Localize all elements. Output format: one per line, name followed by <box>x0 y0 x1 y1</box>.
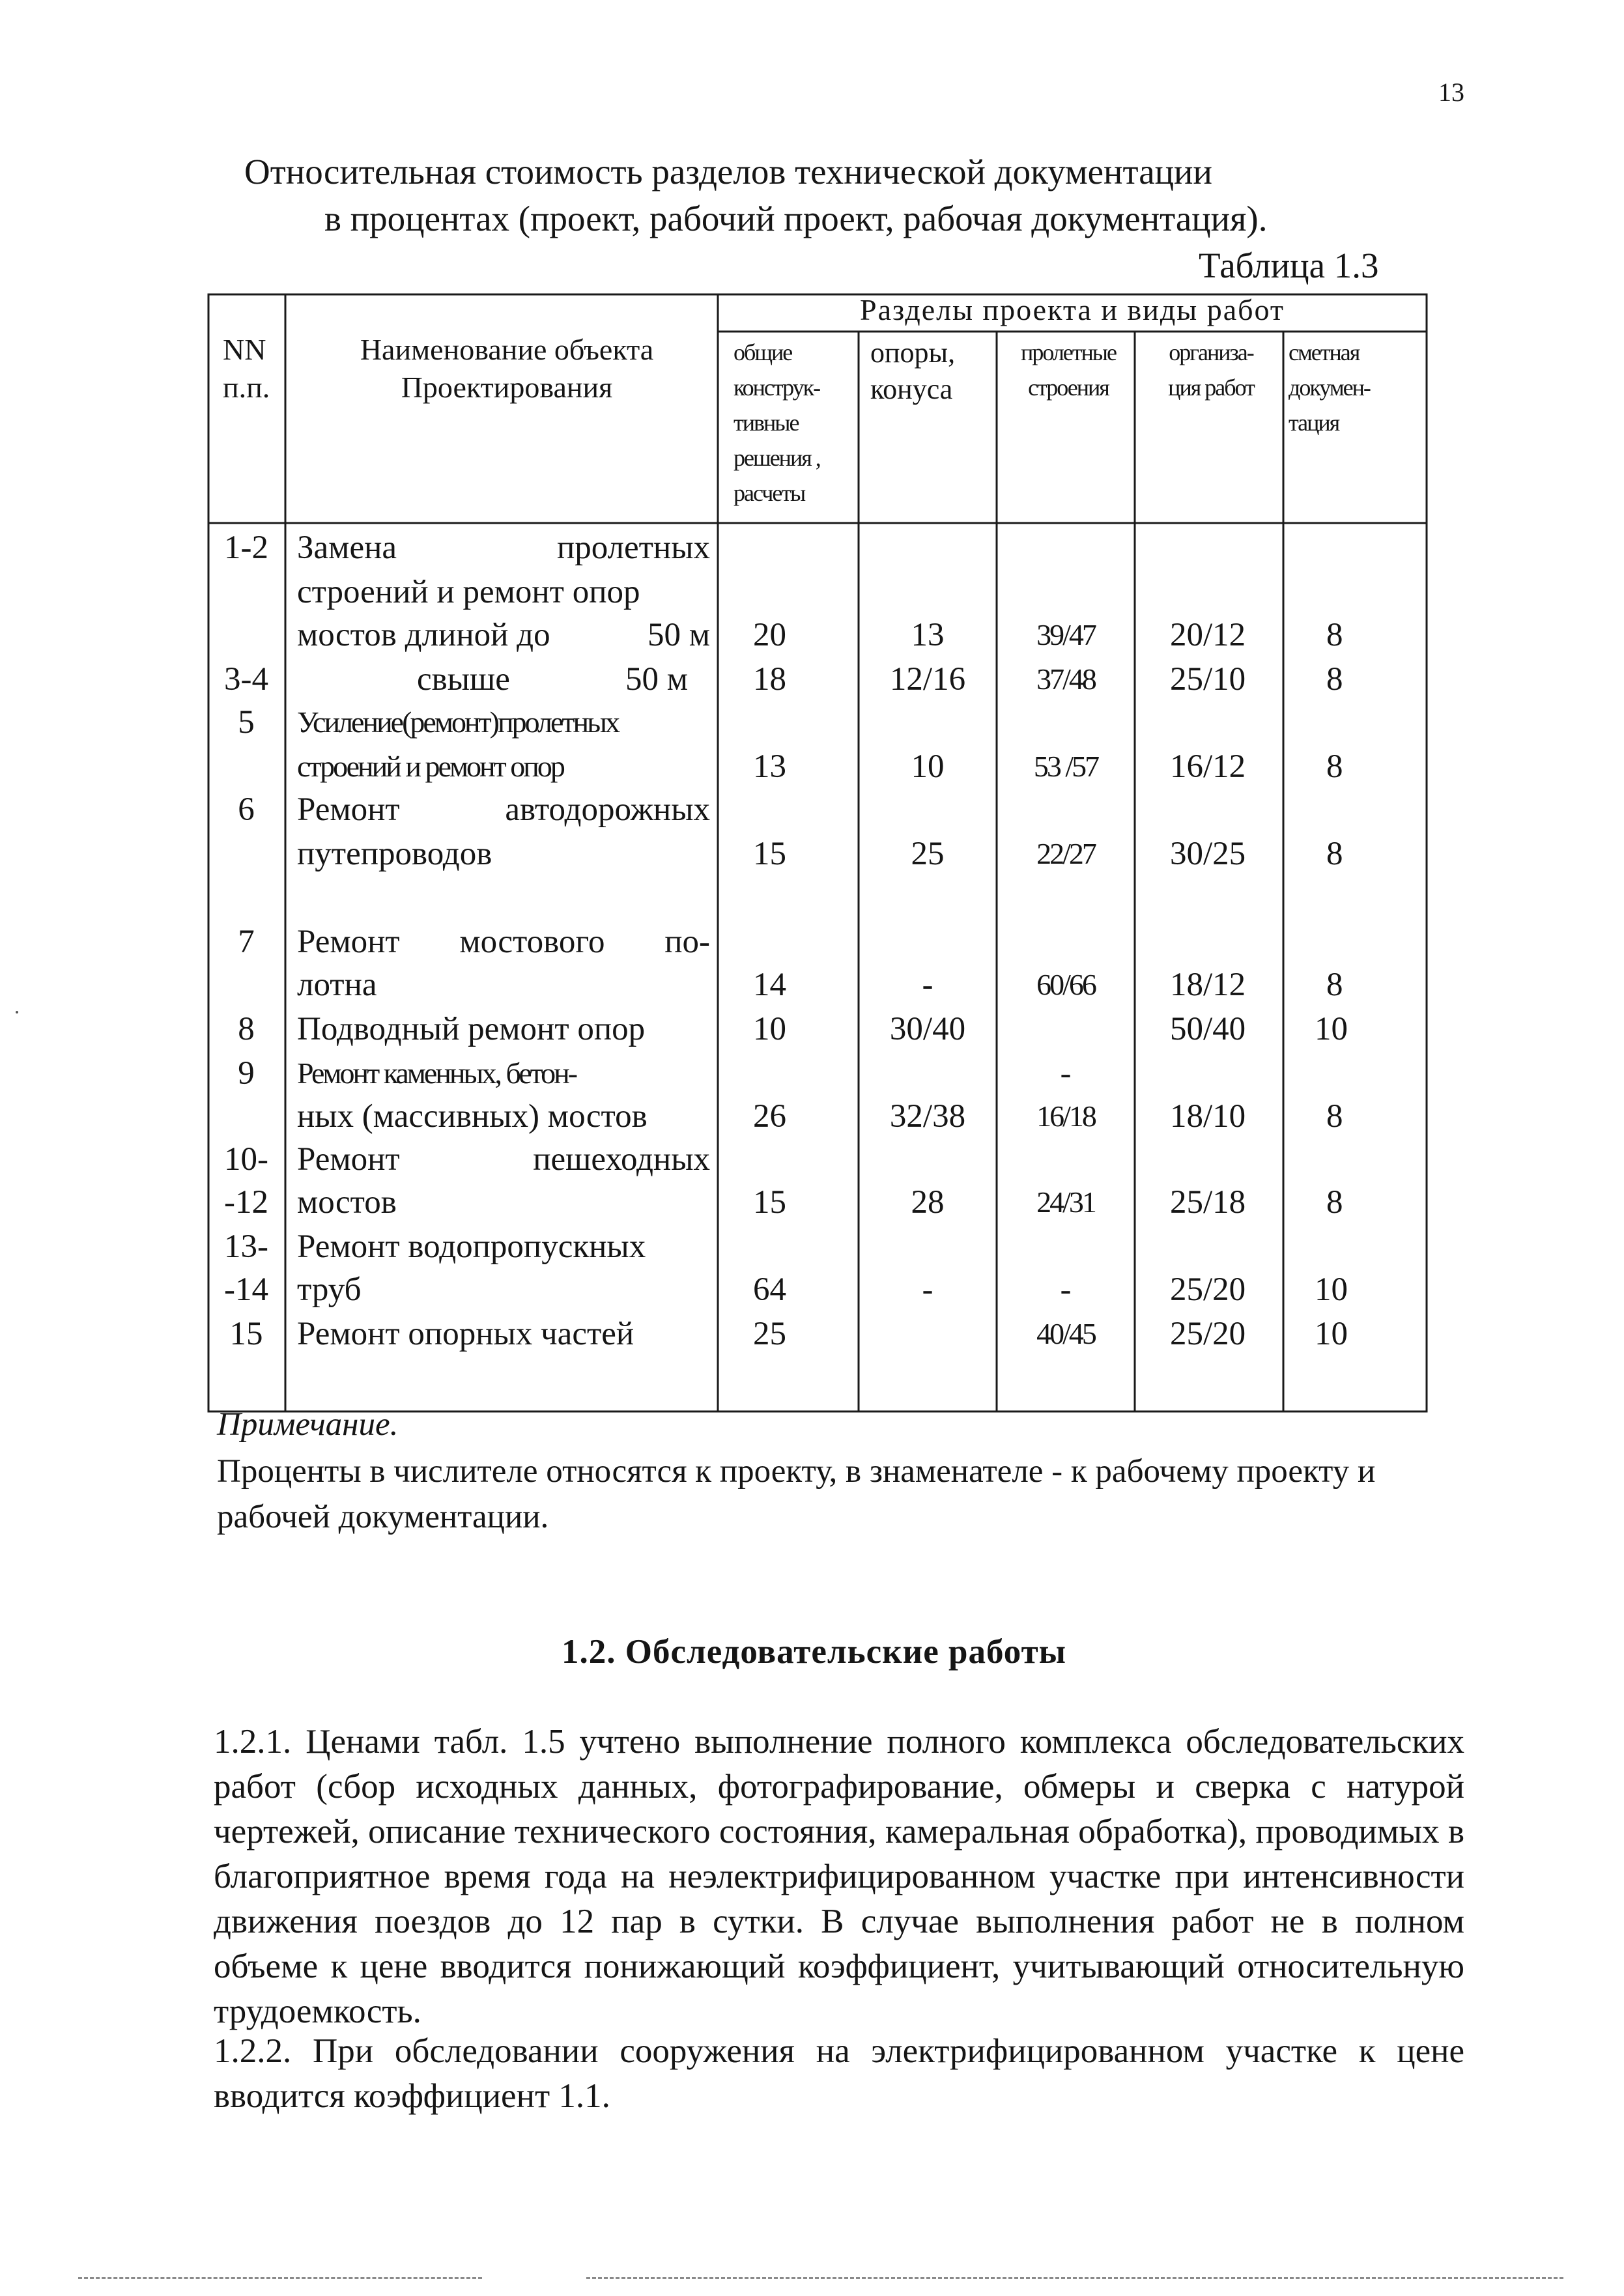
cell-estimate: 8 <box>1326 836 1343 872</box>
cell-supports: 32/38 <box>889 1098 966 1135</box>
paragraph-1-2-1: 1.2.1. Ценами табл. 1.5 учтено выполнение полного комплекса обследовательских работ (сбор исходных данных, фотографирование, обмеры и сверка с натурой чертежей, описание технического состояния, камеральная обработка), проводимых в благоприятное время года на неэлектрифицированном участке при интенсивности движения поездов до 12 пар в сутки. В случае выполнения работ не в полном объеме к цене вводится понижающий коэффициент, учитывающий относительную трудоемкость. <box>214 1723 1464 2030</box>
row-object-name-part: Замена <box>297 530 397 566</box>
note-title: Примечание. <box>217 1406 399 1443</box>
cell-general: 64 <box>753 1271 786 1308</box>
cell-organization: 25/18 <box>1170 1184 1246 1221</box>
cell-spans: 60/66 <box>1036 968 1095 1001</box>
cell-supports: 10 <box>911 748 945 785</box>
cell-general: 25 <box>753 1316 786 1352</box>
row-object-name: 50 м <box>625 661 689 698</box>
cell-spans: - <box>1060 1271 1072 1308</box>
cell-general: 15 <box>753 1184 786 1221</box>
row-object-name-part: Ремонт <box>297 1141 400 1178</box>
header-object-name <box>324 331 689 406</box>
row-object-name: мостов <box>297 1184 397 1221</box>
row-object-name <box>297 1137 710 1182</box>
header-col5-line: тация <box>1289 410 1339 436</box>
header-col3-line: строения <box>1028 375 1109 401</box>
row-object-name-part: автодорожных <box>505 791 710 828</box>
header-col3-line: пролетные <box>1021 339 1116 365</box>
section-heading: 1.2. Обследовательские работы <box>562 1633 1066 1671</box>
cost-table <box>207 292 1429 1415</box>
cell-spans: 22/27 <box>1036 837 1095 870</box>
header-col2-line: конуса <box>870 373 953 405</box>
table-title-line-2: в процентах (проект, рабочий проект, рабочая документация). <box>324 199 1268 238</box>
table-title-line-1: Относительная стоимость разделов технической документации <box>244 152 1212 191</box>
header-col1-line: общие <box>734 339 792 365</box>
row-object-name-part: мостового <box>459 924 605 960</box>
header-nn <box>223 331 270 406</box>
row-nn: 7 <box>238 924 255 960</box>
row-object-name: строений и ремонт опор <box>297 574 640 610</box>
bottom-rule-right <box>586 2277 1563 2279</box>
row-object-name <box>297 920 710 964</box>
header-col4-line: организа- <box>1169 339 1253 365</box>
row-object-name-part: пролетных <box>556 530 710 566</box>
cell-supports: 30/40 <box>889 1011 966 1047</box>
header-col1-line: конструк- <box>734 375 820 401</box>
cell-supports: 13 <box>911 617 945 653</box>
cell-general: 20 <box>753 617 786 653</box>
header-col-supports <box>870 335 994 408</box>
row-object-name: Ремонт каменных, бетон- <box>297 1056 577 1090</box>
row-object-name: Подводный ремонт опор <box>297 1011 646 1047</box>
cell-general: 15 <box>753 836 786 872</box>
cell-estimate: 8 <box>1326 617 1343 653</box>
header-col2-line: опоры, <box>870 337 956 369</box>
cell-spans: 24/31 <box>1036 1185 1095 1219</box>
row-nn: -12 <box>224 1184 268 1221</box>
row-object-name: Ремонт опорных частей <box>297 1316 634 1352</box>
row-object-name <box>297 526 710 570</box>
scan-speck <box>16 1011 18 1013</box>
header-object-name-line-1: Наименование объекта <box>360 333 654 366</box>
page-number: 13 <box>1438 78 1464 107</box>
row-nn: 1-2 <box>224 530 268 566</box>
cell-estimate: 8 <box>1326 967 1343 1003</box>
cell-organization: 25/20 <box>1170 1271 1246 1308</box>
cell-spans: 39/47 <box>1036 618 1095 651</box>
row-object-name: строений и ремонт опор <box>297 750 563 783</box>
row-nn: 9 <box>238 1055 255 1092</box>
cell-estimate: 8 <box>1326 748 1343 785</box>
row-object-name <box>297 787 710 832</box>
cell-estimate: 10 <box>1315 1271 1348 1308</box>
cell-supports: 12/16 <box>889 661 966 698</box>
cell-spans: 53 /57 <box>1033 750 1098 783</box>
header-col-general-design <box>734 335 857 511</box>
cell-general: 26 <box>753 1098 786 1135</box>
note-text: Проценты в числителе относятся к проекту, в знаменателе - к рабочему проекту и рабочей документации. <box>217 1453 1376 1535</box>
row-object-name <box>297 613 710 657</box>
cell-spans: 37/48 <box>1036 662 1095 696</box>
row-nn: 15 <box>229 1316 263 1352</box>
row-object-name-part: 50 м <box>647 617 710 653</box>
bottom-rule-left <box>78 2277 482 2279</box>
cell-estimate: 10 <box>1315 1011 1348 1047</box>
row-object-name-part: пешеходных <box>533 1141 710 1178</box>
cell-organization: 50/40 <box>1170 1011 1246 1047</box>
header-nn-line-2: п.п. <box>223 371 270 404</box>
header-col1-line: тивные <box>734 410 799 436</box>
cell-general: 13 <box>753 748 786 785</box>
header-col1-line: расчеты <box>734 480 805 506</box>
cell-supports: - <box>922 967 933 1003</box>
cell-estimate: 8 <box>1326 1098 1343 1135</box>
row-nn: 13- <box>224 1228 268 1265</box>
header-col1-line: решения , <box>734 445 820 471</box>
cell-supports: 28 <box>911 1184 945 1221</box>
row-object-name-part: Ремонт <box>297 791 400 828</box>
header-nn-line-1: NN <box>223 333 266 366</box>
cell-spans: - <box>1060 1055 1072 1092</box>
cell-spans: 16/18 <box>1036 1099 1095 1133</box>
cell-spans: 40/45 <box>1036 1317 1095 1350</box>
row-object-name: путепроводов <box>297 836 492 872</box>
cell-organization: 18/10 <box>1170 1098 1246 1135</box>
row-object-name: труб <box>297 1271 362 1308</box>
row-object-name-part: по- <box>664 924 710 960</box>
cell-general: 14 <box>753 967 786 1003</box>
header-col5-line: сметная <box>1289 339 1360 365</box>
cell-organization: 25/10 <box>1170 661 1246 698</box>
header-col-spans <box>1003 335 1133 405</box>
row-object-name: лотна <box>297 967 377 1003</box>
row-nn: 3-4 <box>224 661 268 698</box>
paragraph-1-2-2: 1.2.2. При обследовании сооружения на электрифицированном участке к цене вводится коэффициент 1.1. <box>214 2032 1464 2115</box>
cell-estimate: 10 <box>1315 1316 1348 1352</box>
cell-supports: 25 <box>911 836 945 872</box>
table-label: Таблица 1.3 <box>1199 246 1379 285</box>
row-nn: 8 <box>238 1011 255 1047</box>
row-object-name-part: мостов длиной до <box>297 617 550 653</box>
cell-organization: 20/12 <box>1170 617 1246 653</box>
row-nn: 5 <box>238 704 255 741</box>
row-object-name: свыше <box>417 661 510 698</box>
header-col-organization <box>1140 335 1282 405</box>
cell-organization: 25/20 <box>1170 1316 1246 1352</box>
cell-estimate: 8 <box>1326 661 1343 698</box>
row-object-name-part: Ремонт <box>297 924 400 960</box>
row-nn: 6 <box>238 791 255 828</box>
row-nn: 10- <box>224 1141 268 1178</box>
cell-organization: 16/12 <box>1170 748 1246 785</box>
header-object-name-line-2: Проектирования <box>401 371 613 404</box>
cell-organization: 18/12 <box>1170 967 1246 1003</box>
row-object-name: ных (массивных) мостов <box>297 1098 648 1135</box>
row-object-name: Ремонт водопропускных <box>297 1228 646 1265</box>
header-col4-line: ция работ <box>1168 375 1254 401</box>
cell-supports: - <box>922 1271 933 1308</box>
cell-organization: 30/25 <box>1170 836 1246 872</box>
header-col5-line: докумен- <box>1289 375 1370 401</box>
cell-general: 18 <box>753 661 786 698</box>
header-col-estimate <box>1289 335 1425 440</box>
row-object-name: Усиление(ремонт)пролетных <box>297 705 618 739</box>
header-sections-group: Разделы проекта и виды работ <box>859 293 1285 326</box>
cell-estimate: 8 <box>1326 1184 1343 1221</box>
cell-general: 10 <box>753 1011 786 1047</box>
row-nn: -14 <box>224 1271 268 1308</box>
